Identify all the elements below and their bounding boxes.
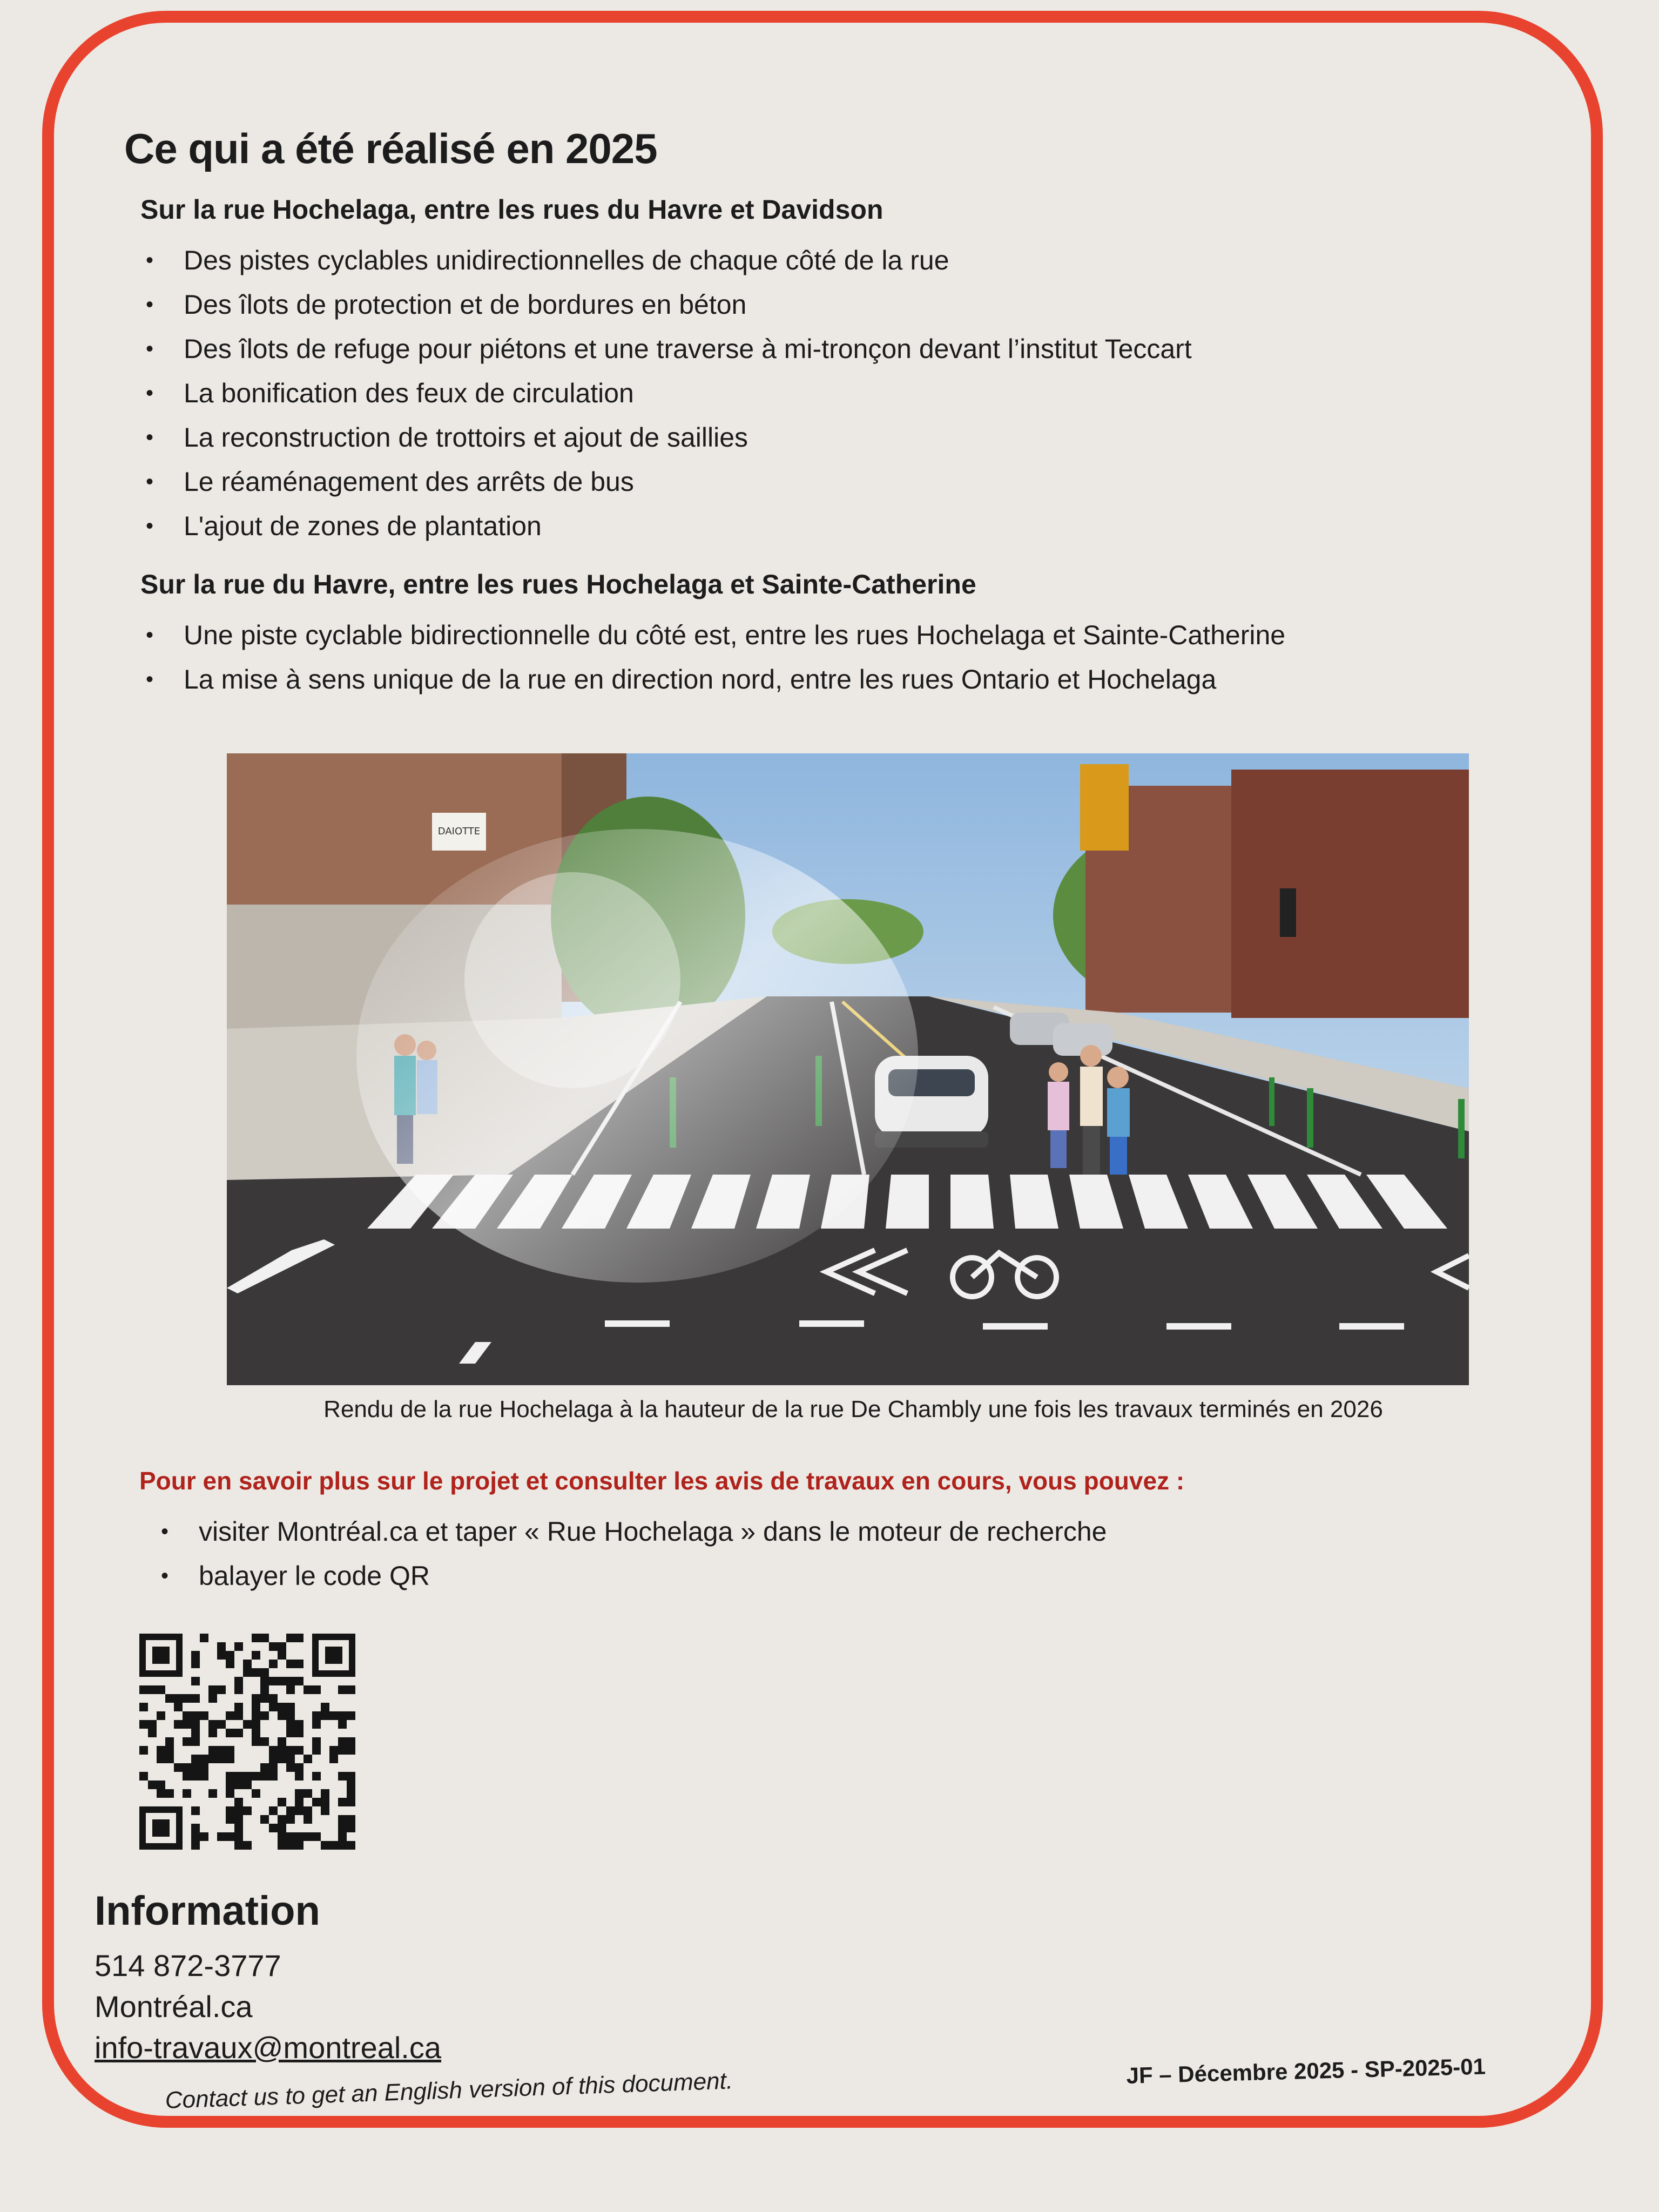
list-item: • balayer le code QR	[156, 1554, 1452, 1598]
info-site[interactable]: Montréal.ca	[95, 1990, 253, 2024]
section-havre-title: Sur la rue du Havre, entre les rues Hochelaga et Sainte-Catherine	[140, 569, 976, 599]
info-email-link[interactable]: info-travaux@montreal.ca	[95, 2031, 442, 2065]
document-reference: JF – Décembre 2025 - SP-2025-01	[1126, 2053, 1486, 2088]
english-version-note: Contact us to get an English version of this document.	[165, 2067, 733, 2114]
info-title: Information	[95, 1888, 320, 1934]
street-render-image	[227, 753, 1469, 1385]
more-info-list	[156, 1509, 1452, 1598]
section-havre-list	[140, 613, 1550, 702]
list-item: • Des îlots de protection et de bordures en béton	[140, 282, 1550, 327]
section-hochelaga-list	[140, 238, 1550, 548]
list-item: • La mise à sens unique de la rue en direction nord, entre les rues Ontario et Hochelaga	[140, 657, 1550, 702]
info-phone[interactable]: 514 872-3777	[95, 1948, 281, 1982]
list-item: • La reconstruction de trottoirs et ajout de saillies	[140, 415, 1550, 460]
section-hochelaga-title: Sur la rue Hochelaga, entre les rues du Havre et Davidson	[140, 194, 884, 225]
list-item: • La bonification des feux de circulation	[140, 371, 1550, 415]
qr-code[interactable]	[139, 1634, 355, 1850]
list-item: • Une piste cyclable bidirectionnelle du côté est, entre les rues Hochelaga et Sainte-Catherine	[140, 613, 1550, 657]
main-title: Ce qui a été réalisé en 2025	[124, 125, 657, 172]
render-caption: Rendu de la rue Hochelaga à la hauteur de la rue De Chambly une fois les travaux terminés en 2026	[323, 1396, 1383, 1422]
list-item: • L'ajout de zones de plantation	[140, 504, 1550, 548]
list-item: • Le réaménagement des arrêts de bus	[140, 460, 1550, 504]
list-item: • Des îlots de refuge pour piétons et une traverse à mi-tronçon devant l’institut Teccart	[140, 327, 1550, 371]
content	[124, 124, 1550, 702]
more-info-title: Pour en savoir plus sur le projet et consulter les avis de travaux en cours, vous pouvez :	[139, 1467, 1185, 1495]
list-item: • visiter Montréal.ca et taper « Rue Hochelaga » dans le moteur de recherche	[156, 1509, 1452, 1554]
building-sign: DAIOTTE	[437, 826, 481, 837]
info-block	[95, 1887, 441, 2068]
list-item: • Des pistes cyclables unidirectionnelles de chaque côté de la rue	[140, 238, 1550, 282]
